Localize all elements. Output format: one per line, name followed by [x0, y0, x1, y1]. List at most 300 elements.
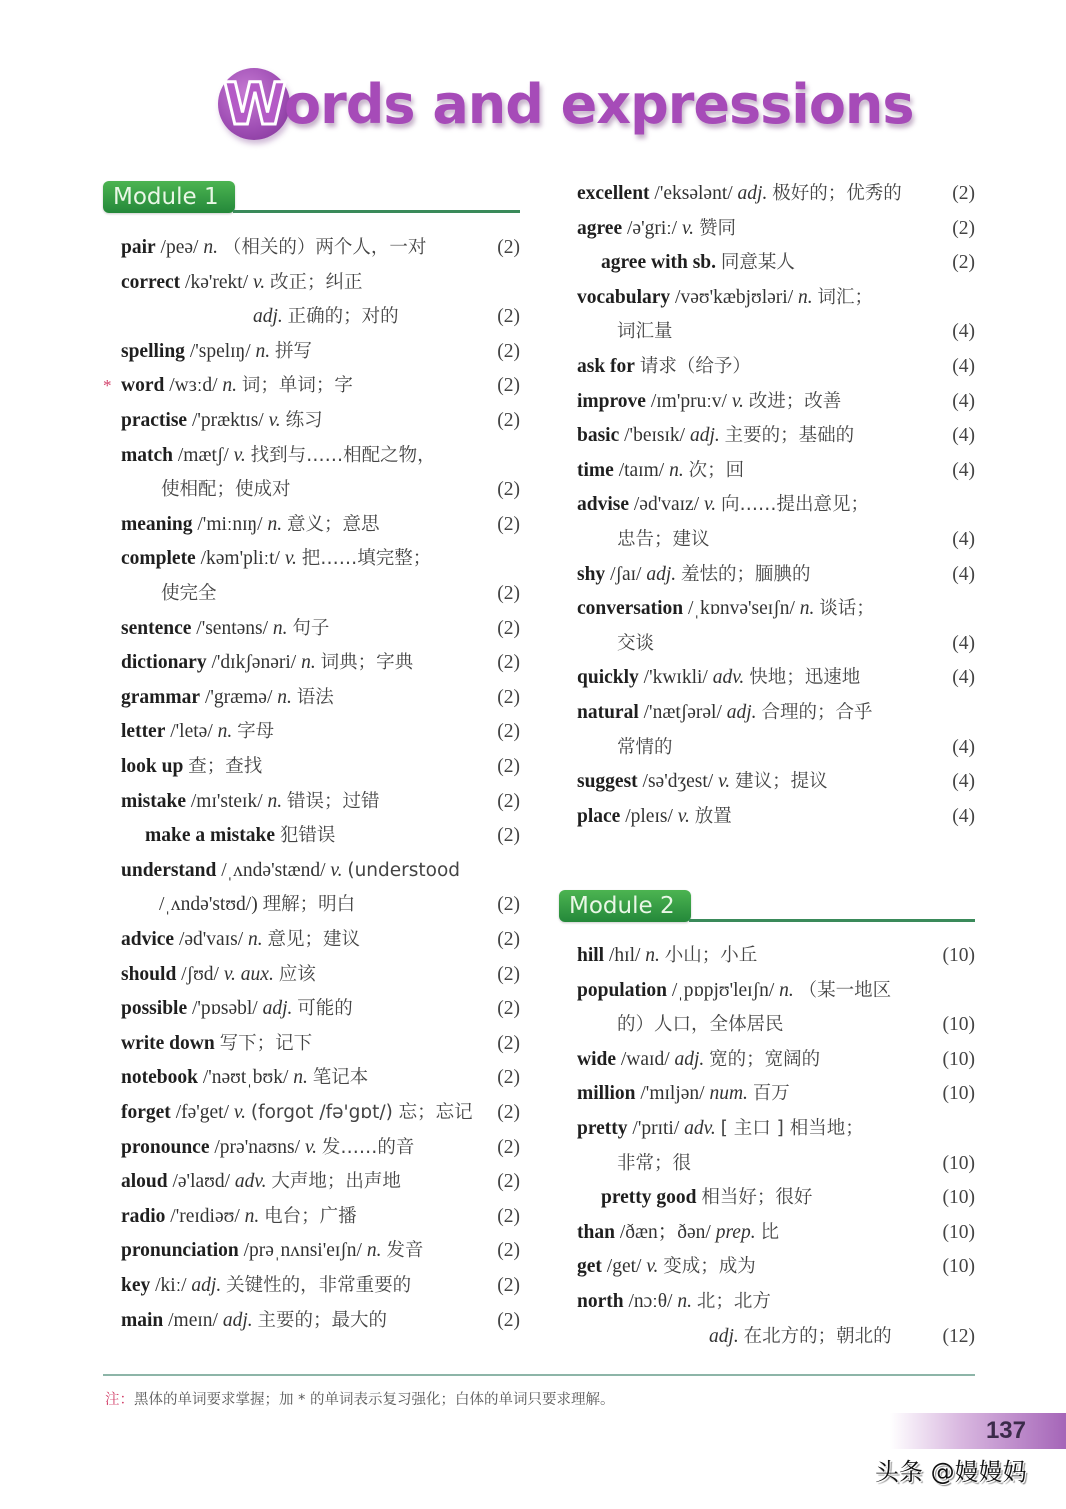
definition: 关键性的，非常重要的 [226, 1275, 412, 1296]
definition: 改进；改善 [748, 390, 842, 412]
page-ref: (2) [497, 929, 520, 950]
part-of-speech: v. [233, 444, 246, 466]
vocab-entry [577, 765, 828, 800]
definition: 字母 [237, 721, 275, 743]
page-ref: (2) [497, 652, 520, 674]
headword: look up [121, 756, 184, 777]
page-ref: (2) [497, 1205, 520, 1227]
page-ref: (2) [497, 790, 520, 812]
definition: 词汇； [817, 286, 874, 308]
page-ref: (2) [497, 1102, 520, 1123]
vocab-entry [577, 212, 736, 247]
vocab-entry [121, 612, 329, 647]
part-of-speech: v. [646, 1256, 659, 1278]
phonetic: /'nætʃərəl/ [643, 702, 722, 723]
vocab-entry [121, 1061, 368, 1096]
module-2-tag: Module 2 [559, 890, 691, 922]
headword: possible [121, 998, 188, 1020]
phonetic: /'præktɪs/ [191, 410, 264, 431]
vocab-entry [121, 1096, 473, 1131]
headword: practise [121, 410, 188, 431]
page-ref: (2) [497, 237, 520, 258]
vocab-entry [161, 577, 217, 612]
vocab-entry [577, 177, 902, 212]
headword: notebook [121, 1067, 198, 1089]
part-of-speech: n. [669, 459, 684, 481]
vocab-entry [121, 646, 413, 681]
vocab-entry [121, 1165, 401, 1200]
vocab-entry [617, 1147, 691, 1182]
headword: agree [577, 217, 623, 239]
vocab-entry [121, 854, 460, 889]
vocab-entry [121, 681, 334, 716]
headword: make a mistake [145, 825, 275, 847]
definition: 向……提出意见； [720, 494, 869, 516]
page-ref: (2) [497, 617, 520, 639]
phonetic: /hɪl/ [608, 945, 641, 966]
phonetic: /ˌpɒpjʊ'leɪʃn/ [671, 979, 775, 1001]
page-ref: (2) [497, 1171, 520, 1193]
vocab-entry [577, 419, 854, 454]
definition: 写下；记下 [219, 1032, 313, 1054]
headword: time [577, 459, 614, 481]
part-of-speech: adj. [709, 1325, 739, 1347]
part-of-speech: adj. [689, 425, 720, 447]
phonetic: /wɜːd/ [169, 375, 218, 397]
vocab-entry [121, 508, 379, 543]
part-of-speech: n. [267, 513, 283, 535]
headword: conversation [577, 598, 684, 620]
phonetic: /taɪm/ [618, 459, 665, 481]
footer-note [105, 1388, 614, 1409]
vocab-entry [121, 231, 426, 266]
part-of-speech: num. [709, 1083, 748, 1105]
part-of-speech: adj. [726, 702, 757, 723]
phonetic: /ə'laʊd/ [172, 1171, 231, 1193]
phonetic: /kiː/ [155, 1275, 187, 1296]
page-ref: (2) [497, 963, 520, 985]
phonetic: /'letə/ [170, 721, 213, 743]
definition: 使完全 [161, 583, 217, 604]
definition: (forgot /fə'gɒt/) 忘；忘记 [250, 1102, 473, 1123]
vocab-entry [709, 1320, 892, 1355]
definition: 发音 [386, 1240, 424, 1262]
phonetic: /ʃʊd/ [181, 963, 219, 985]
definition: 查；查找 [188, 756, 263, 777]
definition: 理解；明白 [262, 894, 356, 916]
definition: 百万 [752, 1083, 790, 1105]
page-ref: (10) [942, 1048, 975, 1070]
definition: 非常；很 [617, 1152, 692, 1174]
page-ref: (2) [497, 513, 520, 535]
definition: （某一地区 [798, 979, 892, 1001]
vocab-entry [253, 300, 399, 335]
definition: 常情的 [617, 736, 673, 758]
vocab-entry [121, 1234, 423, 1269]
part-of-speech: v. [731, 390, 744, 412]
module-1-rule [233, 210, 520, 213]
part-of-speech: n. [255, 340, 271, 362]
page-ref: (4) [952, 805, 975, 827]
module-2-header [559, 890, 975, 924]
phonetic: /ʃaɪ/ [610, 563, 642, 585]
vocab-entry [121, 1269, 411, 1304]
phonetic: /ˌkɒnvə'seɪʃn/ [688, 598, 795, 620]
page-ref: (10) [942, 945, 975, 966]
vocab-entry [145, 819, 335, 854]
headword: ask for [577, 356, 635, 377]
vocab-entry [617, 523, 710, 558]
footer-divider [103, 1374, 975, 1376]
phonetic: /əd'vaɪz/ [633, 494, 700, 516]
vocab-entry [121, 992, 353, 1027]
part-of-speech: n. [267, 790, 283, 812]
page-ref: (2) [497, 1067, 520, 1089]
watermark: 头条 @嫚嫚妈 [875, 1458, 1027, 1486]
vocab-entry [577, 488, 869, 523]
part-of-speech: prep. [715, 1221, 756, 1243]
vocab-entry [121, 785, 380, 820]
vocab-entry [121, 715, 274, 750]
phonetic: /peə/ [160, 237, 199, 258]
definition: 同意某人 [720, 252, 795, 274]
page-ref: (4) [952, 425, 975, 447]
page-ref: (12) [942, 1325, 975, 1347]
part-of-speech: adv. [684, 1118, 716, 1139]
part-of-speech: n. [301, 652, 316, 674]
vocab-entry [121, 369, 353, 404]
definition: 使相配；使成对 [161, 479, 291, 501]
page-ref: (2) [952, 183, 975, 204]
headword: dictionary [121, 652, 207, 674]
page-ref: (4) [952, 667, 975, 689]
phonetic: /'spelɪŋ/ [189, 340, 251, 362]
vocab-entry [121, 1304, 387, 1339]
phonetic: /mætʃ/ [177, 444, 229, 466]
headword: spelling [121, 340, 185, 362]
definition: 快地；迅速地 [749, 667, 861, 689]
part-of-speech: v. [304, 1136, 318, 1158]
page-ref: (2) [497, 894, 520, 916]
phonetic: /pleɪs/ [625, 805, 673, 827]
headword: agree with sb. [601, 252, 717, 274]
headword: radio [121, 1205, 166, 1227]
page-ref: (2) [497, 1240, 520, 1262]
module-2-rule [689, 919, 975, 922]
vocab-entry [617, 1008, 784, 1043]
page-ref: (2) [497, 686, 520, 708]
phonetic: /get/ [606, 1256, 642, 1278]
definition: (understood [347, 859, 461, 881]
vocab-entry [601, 1181, 812, 1216]
page-ref: (2) [497, 410, 520, 431]
vocab-entry [577, 974, 891, 1009]
page-ref: (2) [497, 1275, 520, 1296]
phonetic: /prəˌnʌnsi'eɪʃn/ [243, 1240, 362, 1262]
definition: 放置 [694, 805, 732, 827]
headword: main [121, 1309, 164, 1331]
page-ref: (4) [952, 563, 975, 585]
phonetic: /ˌʌndə'stænd/ [221, 859, 326, 881]
part-of-speech: adj. [191, 1275, 222, 1296]
vocab-entry [121, 958, 316, 993]
definition: 发……的音 [321, 1136, 415, 1158]
part-of-speech: v. [268, 410, 281, 431]
headword: shy [577, 563, 606, 585]
page-ref: (2) [497, 756, 520, 777]
part-of-speech: n. [277, 686, 292, 708]
phonetic: /nɔːθ/ [628, 1291, 673, 1312]
page-ref: (10) [942, 1221, 975, 1243]
page-ref: (4) [952, 771, 975, 793]
headword: than [577, 1221, 615, 1243]
vocab-entry [617, 627, 654, 662]
page-ref: (4) [952, 529, 975, 550]
vocab-entry [121, 750, 262, 785]
vocab-entry [577, 1077, 790, 1112]
definition: 词；单词；字 [241, 375, 353, 397]
part-of-speech: v. [233, 1102, 246, 1123]
headword: natural [577, 702, 639, 723]
vocab-entry [121, 335, 312, 370]
phonetic: /waɪd/ [620, 1048, 670, 1070]
page-ref: (2) [497, 583, 520, 604]
headword: population [577, 979, 667, 1001]
vocab-entry [617, 315, 673, 350]
page-ref: (10) [942, 1152, 975, 1174]
definition: （相关的）两个人，一对 [222, 237, 427, 258]
vocab-entry [577, 454, 744, 489]
headword: quickly [577, 667, 639, 689]
vocab-entry [577, 939, 757, 974]
page-ref: (2) [497, 479, 520, 501]
part-of-speech: n. [677, 1291, 692, 1312]
definition: 意见；建议 [267, 929, 361, 950]
page-ref: (2) [497, 340, 520, 362]
part-of-speech: adj. [646, 563, 677, 585]
part-of-speech: adj. [737, 183, 768, 204]
headword: sentence [121, 617, 192, 639]
definition: [ 主口 ] 相当地； [720, 1118, 864, 1139]
part-of-speech: n. [645, 945, 660, 966]
definition: 犯错误 [279, 825, 336, 847]
definition: 应该 [278, 963, 316, 985]
page-number-bar [890, 1413, 1066, 1449]
phonetic: /'prɪti/ [632, 1118, 680, 1139]
headword: place [577, 805, 621, 827]
vocab-entry [577, 1250, 756, 1285]
headword: understand [121, 859, 217, 881]
page-ref: (4) [952, 356, 975, 377]
vocab-entry [121, 266, 362, 301]
part-of-speech: adj. [253, 306, 283, 328]
definition: 的）人口，全体居民 [617, 1014, 784, 1036]
vocab-entry [159, 888, 355, 923]
vocab-entry [121, 1200, 357, 1235]
vocab-entry [161, 473, 291, 508]
phonetic: /ɪm'pruːv/ [650, 390, 727, 412]
definition: 交谈 [617, 632, 655, 654]
phonetic: /ˌʌndə'stʊd/) [159, 894, 258, 916]
phonetic: /'græmə/ [204, 686, 273, 708]
definition: 语法 [296, 686, 334, 708]
title-text: ords and expressions [284, 72, 914, 136]
headword: wide [577, 1048, 616, 1070]
page-ref: (2) [497, 375, 520, 397]
definition: 改正；纠正 [269, 271, 363, 293]
page-ref: (2) [952, 217, 975, 239]
page-title [218, 64, 914, 144]
headword: improve [577, 390, 646, 412]
page-ref: (4) [952, 736, 975, 758]
vocab-entry [121, 1131, 414, 1166]
definition: 宽的；宽阔的 [709, 1048, 821, 1070]
module-1-header [103, 181, 520, 215]
headword: get [577, 1256, 602, 1278]
vocab-entry [121, 1027, 312, 1062]
part-of-speech: n. [798, 286, 813, 308]
definition: 建议；提议 [735, 771, 828, 793]
page-ref: (10) [942, 1014, 975, 1036]
part-of-speech: n. [203, 237, 218, 258]
vocab-entry [577, 661, 860, 696]
phonetic: /vəʊ'kæbjʊləri/ [675, 286, 794, 308]
page-ref: (2) [497, 721, 520, 743]
headword: aloud [121, 1171, 168, 1193]
definition: 极好的；优秀的 [772, 183, 902, 204]
part-of-speech: v. [704, 494, 717, 516]
phonetic: /kəm'pliːt/ [200, 548, 280, 570]
page-ref: (10) [942, 1187, 975, 1209]
headword: pretty good [601, 1187, 697, 1209]
part-of-speech: adj. [674, 1048, 705, 1070]
phonetic: /'kwɪkli/ [643, 667, 708, 689]
definition: 电台；广播 [264, 1205, 357, 1227]
vocab-entry [577, 800, 732, 835]
headword: pair [121, 237, 156, 258]
phonetic: /'pɒsəbl/ [191, 998, 258, 1020]
vocab-entry [577, 1285, 771, 1320]
page-ref: (4) [952, 321, 975, 343]
definition: 意义；意思 [286, 513, 380, 535]
vocab-entry [121, 923, 360, 958]
definition: 找到与……相配之物， [250, 444, 436, 466]
phonetic: /meɪn/ [168, 1309, 218, 1331]
definition: 大声地；出声地 [271, 1171, 401, 1193]
headword: million [577, 1083, 636, 1105]
part-of-speech: n. [217, 721, 233, 743]
page-ref: (4) [952, 459, 975, 481]
phonetic: /'beɪsɪk/ [624, 425, 686, 447]
definition: 赞同 [698, 217, 736, 239]
part-of-speech: adj. [222, 1309, 253, 1331]
phonetic: /'reɪdiəʊ/ [170, 1205, 240, 1227]
part-of-speech: n. [366, 1240, 382, 1262]
page-ref: (2) [497, 1309, 520, 1331]
part-of-speech: n. [293, 1067, 308, 1089]
headword: hill [577, 945, 605, 966]
part-of-speech: n. [779, 979, 794, 1001]
part-of-speech: n. [272, 617, 288, 639]
vocab-entry [577, 385, 841, 420]
definition: 把……填完整； [301, 548, 432, 570]
definition: 拼写 [275, 340, 313, 362]
headword: should [121, 963, 177, 985]
definition: 忠告；建议 [617, 529, 710, 550]
phonetic: /'sentəns/ [196, 617, 269, 639]
definition: 在北方的；朝北的 [743, 1325, 892, 1347]
page-ref: (4) [952, 390, 975, 412]
vocab-entry [577, 281, 873, 316]
vocab-entry [121, 439, 436, 474]
phonetic: /kə'rekt/ [185, 271, 249, 293]
note-text: 黑体的单词要求掌握；加 * 的单词表示复习强化；白体的单词只要求理解。 [134, 1392, 615, 1408]
phonetic: /mɪ'steɪk/ [190, 790, 263, 812]
phonetic: /ðæn；ðən/ [619, 1221, 711, 1243]
headword: north [577, 1291, 624, 1312]
phonetic: /'mɪljən/ [640, 1083, 705, 1105]
vocab-entry [577, 350, 751, 385]
part-of-speech: adj. [262, 998, 293, 1020]
definition: 练习 [285, 410, 323, 431]
headword: advise [577, 494, 630, 516]
headword: word [121, 375, 165, 397]
part-of-speech: n. [244, 1205, 260, 1227]
definition: 合理的；合乎 [761, 702, 873, 723]
definition: 变成；成为 [663, 1256, 756, 1278]
headword: letter [121, 721, 166, 743]
phonetic: /'nəʊtˌbʊk/ [202, 1067, 289, 1089]
phonetic: /əd'vaɪs/ [178, 929, 244, 950]
page-ref: (2) [497, 306, 520, 328]
headword: forget [121, 1102, 171, 1123]
definition: 相当好；很好 [701, 1187, 813, 1209]
page-ref: (10) [942, 1256, 975, 1278]
part-of-speech: v. aux. [223, 963, 274, 985]
part-of-speech: v. [677, 805, 690, 827]
definition: 次；回 [688, 459, 745, 481]
definition: 谈话； [819, 598, 875, 620]
headword: match [121, 444, 173, 466]
definition: 比 [760, 1221, 779, 1243]
definition: 小山；小丘 [664, 945, 758, 966]
vocab-entry [577, 696, 872, 731]
headword: vocabulary [577, 286, 671, 308]
page-ref: (2) [497, 825, 520, 847]
phonetic: /ə'griː/ [627, 217, 678, 239]
headword: excellent [577, 183, 650, 204]
part-of-speech: v. [681, 217, 695, 239]
phonetic: /'dɪkʃənəri/ [211, 652, 297, 674]
part-of-speech: adv. [712, 667, 745, 689]
page-ref: (4) [952, 632, 975, 654]
page-ref: (2) [497, 998, 520, 1020]
headword: mistake [121, 790, 186, 812]
phonetic: /'eksələnt/ [654, 183, 733, 204]
page-ref: (2) [497, 1032, 520, 1054]
part-of-speech: v. [253, 271, 266, 293]
definition: 正确的；对的 [287, 306, 399, 328]
vocab-entry [601, 246, 795, 281]
vocab-entry [577, 1043, 820, 1078]
phonetic: /prə'naʊns/ [214, 1136, 301, 1158]
part-of-speech: v. [330, 859, 343, 881]
part-of-speech: v. [284, 548, 297, 570]
headword: meaning [121, 513, 193, 535]
definition: 可能的 [297, 998, 353, 1020]
headword: complete [121, 548, 196, 570]
headword: correct [121, 271, 181, 293]
